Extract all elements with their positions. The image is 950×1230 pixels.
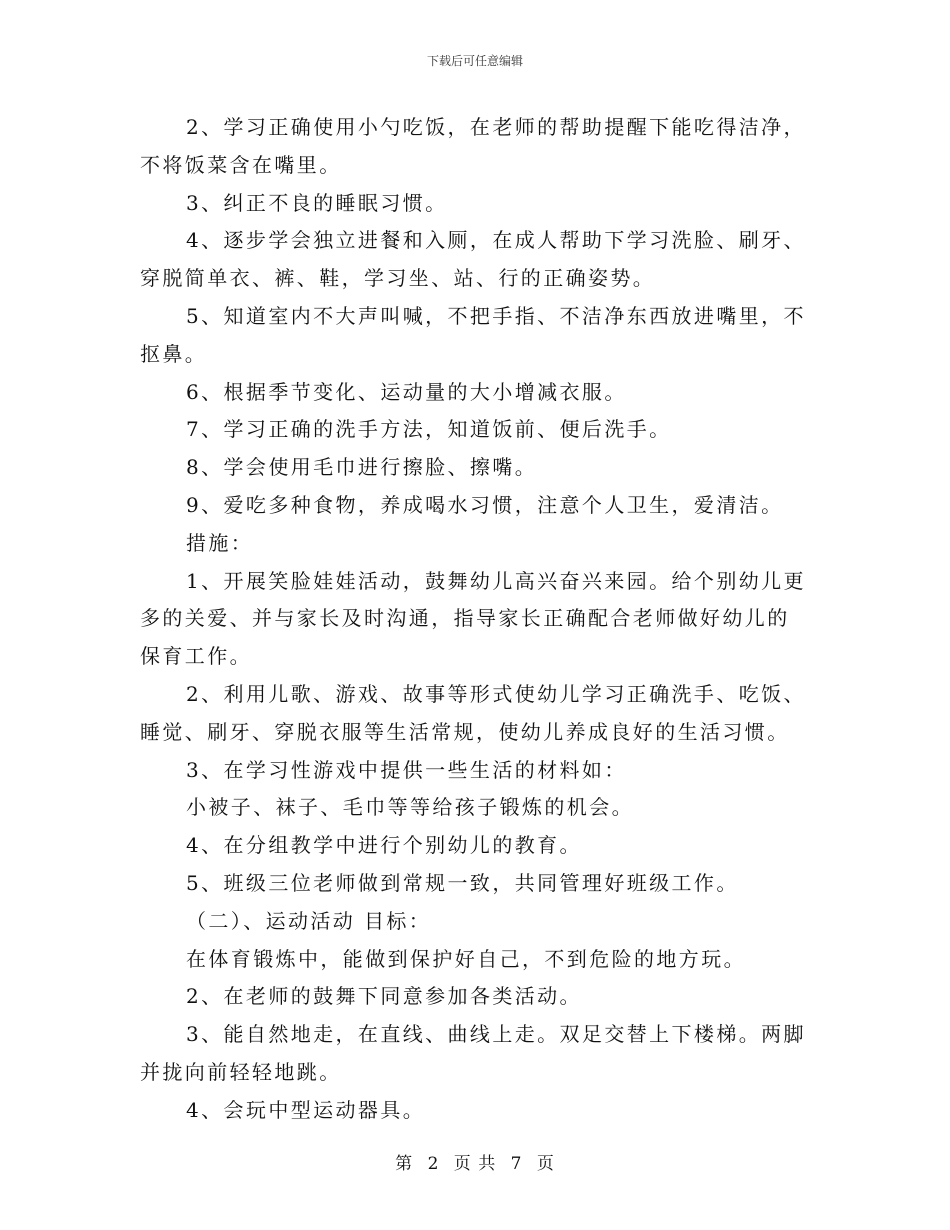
paragraph: 3、能自然地走，在直线、曲线上走。双足交替上下楼梯。两脚并拢向前轻轻地跳。	[140, 1022, 806, 1084]
page-footer	[0, 1149, 950, 1174]
section-heading: （二）、运动活动 目标：	[186, 908, 432, 933]
footer-suffix: 页	[536, 1154, 555, 1174]
footer-prefix: 第	[395, 1154, 414, 1174]
page-header: 下载后可任意编辑	[426, 54, 523, 68]
paragraph: 小被子、袜子、毛巾等等给孩子锻炼的机会。	[186, 795, 634, 820]
paragraph: 6、根据季节变化、运动量的大小增减衣服。	[186, 379, 627, 404]
paragraph: 3、纠正不良的睡眠习惯。	[186, 190, 448, 215]
document-body	[140, 109, 810, 1130]
paragraph: 7、学习正确的洗手方法，知道饭前、便后洗手。	[186, 417, 672, 442]
paragraph: 4、逐步学会独立进餐和入厕，在成人帮助下学习洗脸、刷牙、穿脱简单衣、裤、鞋，学习坐、站、行的正确姿势。	[140, 228, 806, 291]
paragraph: 3、在学习性游戏中提供一些生活的材料如：	[186, 757, 627, 782]
paragraph: 5、知道室内不大声叫喊，不把手指、不洁净东西放进嘴里，不抠鼻。	[140, 303, 806, 366]
paragraph: 8、学会使用毛巾进行擦脸、擦嘴。	[186, 455, 538, 480]
paragraph: 2、利用儿歌、游戏、故事等形式使幼儿学习正确洗手、吃饭、睡觉、刷牙、穿脱衣服等生活常规，使幼儿养成良好的生活习惯。	[140, 681, 806, 744]
paragraph: 2、在老师的鼓舞下同意参加各类活动。	[186, 984, 582, 1009]
paragraph: 9、爱吃多种食物，养成喝水习惯，注意个人卫生，爱清洁。	[186, 492, 784, 517]
page-total: 7	[510, 1154, 523, 1174]
page-number: 2	[427, 1154, 440, 1174]
paragraph: 5、班级三位老师做到常规一致，共同管理好班级工作。	[186, 870, 739, 895]
paragraph: 在体育锻炼中，能做到保护好自己，不到危险的地方玩。	[186, 946, 746, 971]
paragraph: 4、会玩中型运动器具。	[186, 1097, 426, 1122]
paragraph: 4、在分组教学中进行个别幼儿的教育。	[186, 833, 582, 858]
footer-mid: 页 共	[453, 1154, 497, 1174]
paragraph: 1、开展笑脸娃娃活动，鼓舞幼儿高兴奋兴来园。给个别幼儿更多的关爱、并与家长及时沟通，指导家长正确配合老师做好幼儿的保育工作。	[140, 568, 806, 669]
section-heading: 措施：	[186, 530, 254, 555]
paragraph: 2、学习正确使用小勺吃饭，在老师的帮助提醒下能吃得洁净，不将饭菜含在嘴里。	[140, 115, 806, 177]
